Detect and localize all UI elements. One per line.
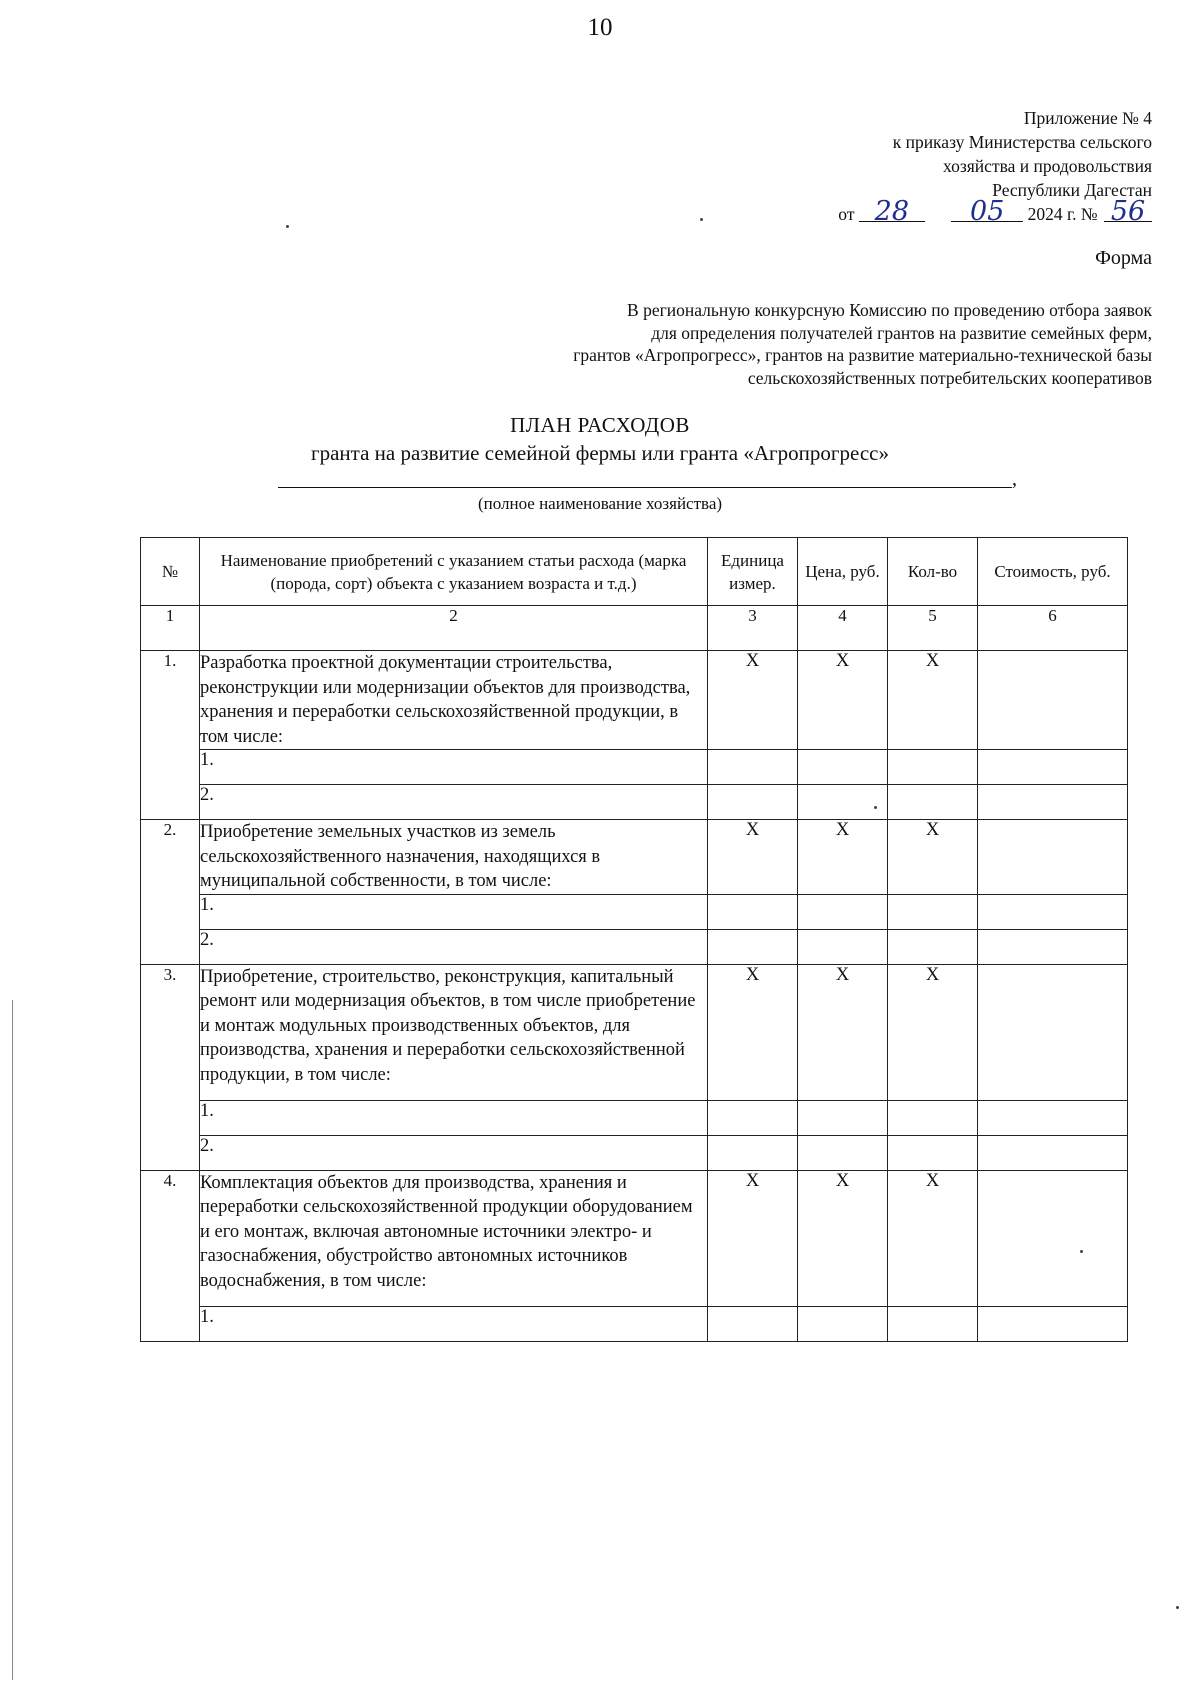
addressee-block xyxy=(573,299,1152,389)
price-cell-mark: X xyxy=(798,1170,888,1306)
table-row xyxy=(141,820,1128,895)
quantity-cell-mark: X xyxy=(888,820,978,895)
scan-speck xyxy=(700,218,703,221)
quantity-cell xyxy=(888,894,978,929)
table-header-row xyxy=(141,538,1128,606)
price-cell xyxy=(798,750,888,785)
unit-cell-mark: X xyxy=(708,1170,798,1306)
table-subrow xyxy=(141,929,1128,964)
addressee-line: В региональную конкурсную Комиссию по проведению отбора заявок xyxy=(627,300,1152,320)
quantity-cell-mark: X xyxy=(888,964,978,1100)
farm-name-caption: (полное наименование хозяйства) xyxy=(477,494,723,513)
appendix-line: к приказу Министерства сельского xyxy=(892,132,1152,152)
cost-cell xyxy=(978,1135,1128,1170)
price-cell xyxy=(798,785,888,820)
price-cell-mark: X xyxy=(798,651,888,750)
column-number: 2 xyxy=(200,606,708,651)
section-number: 4. xyxy=(141,1170,200,1341)
section-number: 1. xyxy=(141,651,200,820)
unit-cell xyxy=(708,1135,798,1170)
header-cell-number: № xyxy=(141,538,200,606)
scan-speck xyxy=(286,225,289,228)
section-number: 3. xyxy=(141,964,200,1170)
document-subtitle: гранта на развитие семейной фермы или гранта «Агропрогресс» xyxy=(311,441,889,465)
column-number: 6 xyxy=(978,606,1128,651)
price-cell xyxy=(798,1135,888,1170)
page-number: 10 xyxy=(587,14,613,41)
price-cell xyxy=(798,1306,888,1341)
unit-cell xyxy=(708,929,798,964)
quantity-cell xyxy=(888,1306,978,1341)
quantity-cell xyxy=(888,750,978,785)
column-number: 4 xyxy=(798,606,888,651)
subitem-label: 1. xyxy=(200,1100,708,1135)
header-cell-unit: Единица измер. xyxy=(708,538,798,606)
column-number: 5 xyxy=(888,606,978,651)
section-number: 2. xyxy=(141,820,200,965)
handwritten-day: 28 xyxy=(859,203,925,222)
cost-cell xyxy=(978,785,1128,820)
scan-speck xyxy=(1080,1250,1083,1253)
farm-name-comma: , xyxy=(1012,468,1017,490)
cost-cell xyxy=(978,750,1128,785)
price-cell-mark: X xyxy=(798,964,888,1100)
cost-cell xyxy=(978,651,1128,750)
price-cell xyxy=(798,894,888,929)
section-description: Приобретение земельных участков из земель сельскохозяйственного назначения, находящихся в муниципальной собственности, в том числе: xyxy=(200,820,708,895)
section-description: Комплектация объектов для производства, хранения и переработки сельскохозяйственной продукции оборудованием и его монтаж, включая автономные источники электро- и газоснабжения, обустройство автономных источников водоснабжения, в том числе: xyxy=(200,1170,708,1306)
quantity-cell-mark: X xyxy=(888,651,978,750)
order-date-line xyxy=(838,196,1152,227)
subitem-label: 1. xyxy=(200,750,708,785)
table-row xyxy=(141,964,1128,1100)
document-title: ПЛАН РАСХОДОВ xyxy=(510,413,690,437)
section-description: Приобретение, строительство, реконструкция, капитальный ремонт или модернизация объектов, в том числе приобретение и монтаж модульных производственных объектов, для производства, хранения и переработки сельскохозяйственной продукции, в том числе: xyxy=(200,964,708,1100)
cost-cell xyxy=(978,1100,1128,1135)
table-subrow xyxy=(141,894,1128,929)
cost-cell xyxy=(978,1170,1128,1306)
table-row xyxy=(141,1170,1128,1306)
unit-cell-mark: X xyxy=(708,964,798,1100)
addressee-line: для определения получателей грантов на развитие семейных ферм, xyxy=(651,322,1152,343)
appendix-line: Республики Дагестан xyxy=(992,180,1152,200)
column-number: 1 xyxy=(141,606,200,651)
subitem-label: 2. xyxy=(200,1135,708,1170)
header-cell-cost: Стоимость, руб. xyxy=(978,538,1128,606)
date-year: 2024 г. № xyxy=(1027,204,1098,224)
date-prefix: от xyxy=(838,204,855,224)
unit-cell xyxy=(708,785,798,820)
unit-cell xyxy=(708,1306,798,1341)
table-subrow xyxy=(141,1135,1128,1170)
appendix-line: хозяйства и продовольствия xyxy=(943,156,1152,176)
farm-name-blank-line xyxy=(278,487,1012,488)
header-cell-price: Цена, руб. xyxy=(798,538,888,606)
header-cell-quantity: Кол-во xyxy=(888,538,978,606)
table-row xyxy=(141,651,1128,750)
header-cell-name: Наименование приобретений с указанием статьи расхода (марка (порода, сорт) объекта с указанием возраста и т.д.) xyxy=(200,538,708,606)
unit-cell xyxy=(708,750,798,785)
subitem-label: 1. xyxy=(200,894,708,929)
table-subrow xyxy=(141,750,1128,785)
unit-cell-mark: X xyxy=(708,651,798,750)
table-subrow xyxy=(141,1100,1128,1135)
subitem-label: 1. xyxy=(200,1306,708,1341)
subitem-label: 2. xyxy=(200,929,708,964)
cost-cell xyxy=(978,964,1128,1100)
handwritten-order-number: 56 xyxy=(1104,203,1152,222)
section-description: Разработка проектной документации строительства, реконструкции или модернизации объектов для производства, хранения и переработки сельскохозяйственной продукции, в том числе: xyxy=(200,651,708,750)
cost-cell xyxy=(978,1306,1128,1341)
quantity-cell xyxy=(888,1100,978,1135)
cost-cell xyxy=(978,929,1128,964)
cost-cell xyxy=(978,894,1128,929)
column-numbers-row xyxy=(141,606,1128,651)
unit-cell xyxy=(708,894,798,929)
quantity-cell-mark: X xyxy=(888,1170,978,1306)
unit-cell-mark: X xyxy=(708,820,798,895)
appendix-block xyxy=(838,106,1152,226)
table-subrow xyxy=(141,785,1128,820)
price-cell xyxy=(798,929,888,964)
addressee-line: грантов «Агропрогресс», грантов на развитие материально-технической базы xyxy=(573,345,1152,365)
quantity-cell xyxy=(888,929,978,964)
cost-cell xyxy=(978,820,1128,895)
column-number: 3 xyxy=(708,606,798,651)
unit-cell xyxy=(708,1100,798,1135)
quantity-cell xyxy=(888,785,978,820)
quantity-cell xyxy=(888,1135,978,1170)
price-cell-mark: X xyxy=(798,820,888,895)
subitem-label: 2. xyxy=(200,785,708,820)
form-label: Форма xyxy=(1095,247,1152,269)
expense-plan-table xyxy=(140,537,1128,1342)
table-subrow xyxy=(141,1306,1128,1341)
scan-speck xyxy=(1176,1606,1179,1609)
appendix-line: Приложение № 4 xyxy=(1023,108,1152,128)
scan-speck xyxy=(874,806,877,809)
scan-edge-line xyxy=(12,1000,13,1680)
price-cell xyxy=(798,1100,888,1135)
handwritten-month: 05 xyxy=(951,203,1023,222)
addressee-line: сельскохозяйственных потребительских кооперативов xyxy=(747,367,1152,388)
